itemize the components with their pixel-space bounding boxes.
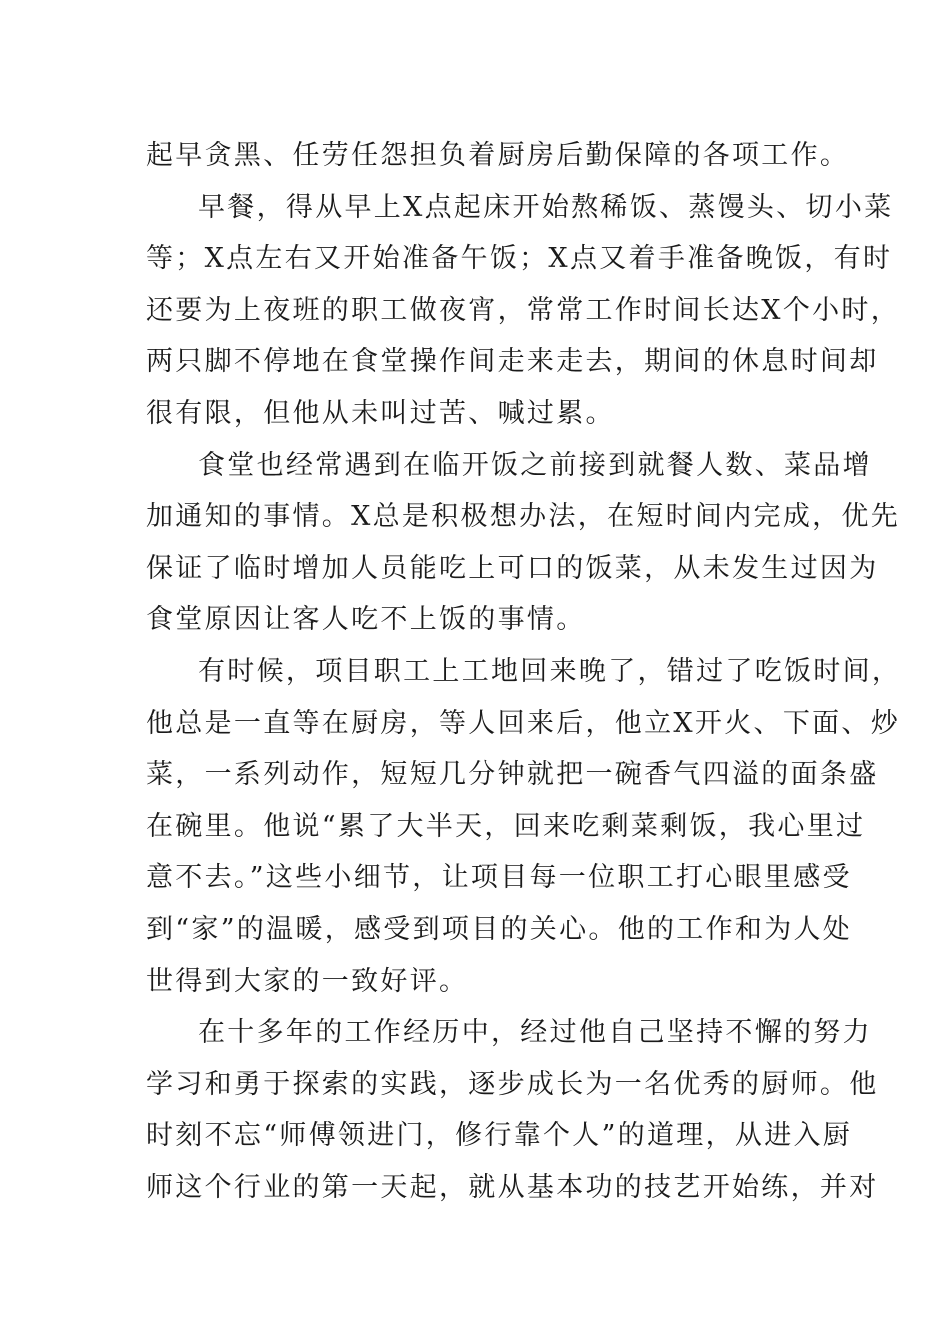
- text-line: 早餐，得从早上X点起床开始熬稀饭、蒸馒头、切小菜: [198, 191, 894, 223]
- text-line: 很有限，但他从未叫过苦、喊过累。: [146, 397, 615, 429]
- text-line: 他总是一直等在厨房，等人回来后，他立X开火、下面、炒: [146, 707, 901, 739]
- text-line: 还要为上夜班的职工做夜宵，常常工作时间长达X个小时，: [146, 294, 901, 326]
- text-line: 在碗里。他说“累了大半天，回来吃剩菜剩饭，我心里过: [146, 810, 866, 842]
- text-line: 食堂也经常遇到在临开饭之前接到就餐人数、菜品增: [198, 449, 872, 481]
- text-line: 到“家”的温暖，感受到项目的关心。他的工作和为人处: [146, 913, 853, 945]
- text-line: 有时候，项目职工上工地回来晚了，错过了吃饭时间，: [198, 655, 902, 687]
- text-line: 师这个行业的第一天起，就从基本功的技艺开始练，并对: [146, 1171, 879, 1203]
- text-line: 意不去。”这些小细节，让项目每一位职工打心眼里感受: [146, 862, 852, 894]
- text-line: 起早贪黑、任劳任怨担负着厨房后勤保障的各项工作。: [146, 140, 850, 171]
- text-line: 加通知的事情。X总是积极想办法，在短时间内完成，优先: [146, 501, 901, 533]
- text-line: 学习和勇于探索的实践，逐步成长为一名优秀的厨师。他: [146, 1068, 879, 1100]
- text-line: 世得到大家的一致好评。: [146, 965, 469, 997]
- text-line: 两只脚不停地在食堂操作间走来走去，期间的休息时间却: [146, 346, 879, 378]
- text-line: 时刻不忘“师傅领进门，修行靠个人”的道理，从进入厨: [146, 1120, 853, 1152]
- text-line: 在十多年的工作经历中，经过他自己坚持不懈的努力: [198, 1017, 872, 1049]
- text-line: 等；X点左右又开始准备午饭；X点又着手准备晚饭，有时: [146, 243, 893, 275]
- text-line: 食堂原因让客人吃不上饭的事情。: [146, 604, 586, 636]
- text-line: 菜，一系列动作，短短几分钟就把一碗香气四溢的面条盛: [146, 759, 879, 791]
- body-text: [146, 130, 902, 1213]
- text-line: 保证了临时增加人员能吃上可口的饭菜，从未发生过因为: [146, 552, 879, 584]
